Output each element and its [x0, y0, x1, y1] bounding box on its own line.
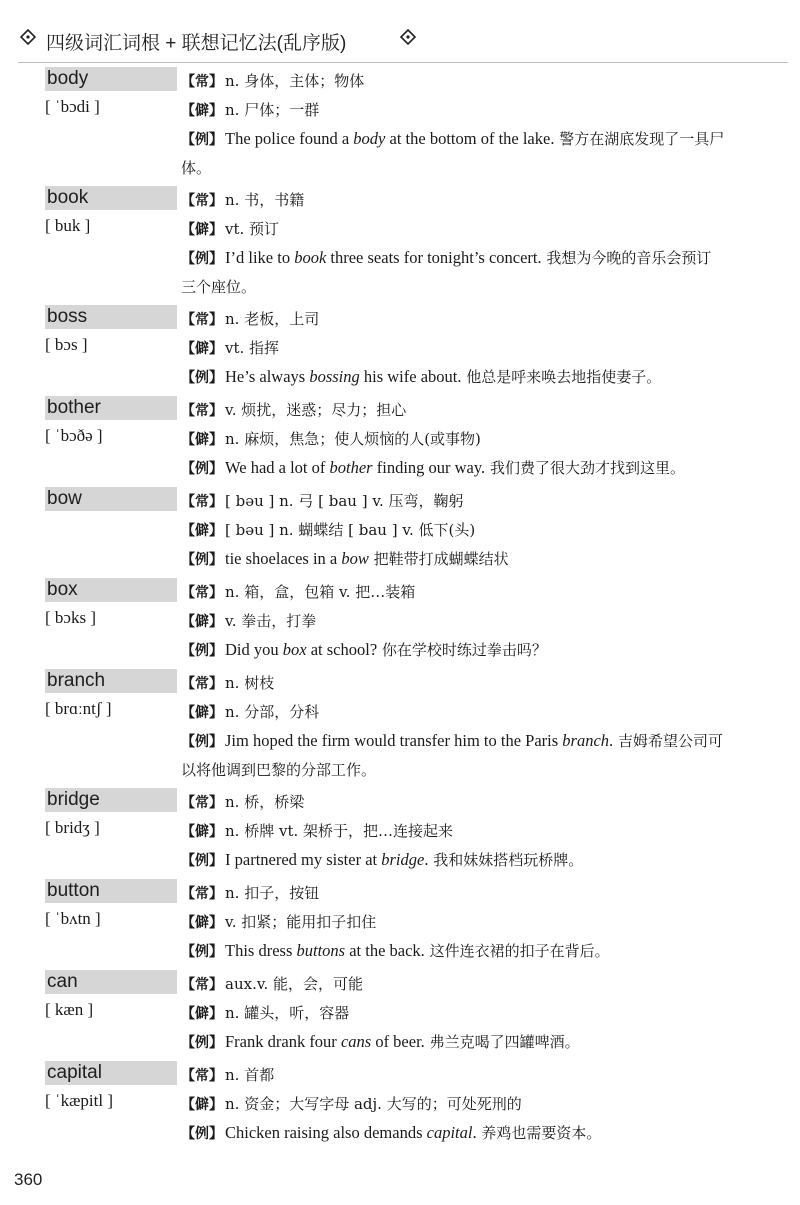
- headword: bother: [47, 397, 101, 418]
- headword-highlight: [45, 669, 177, 693]
- example-en-tail: at school?: [306, 640, 378, 659]
- headword: body: [47, 68, 89, 89]
- senses: [181, 67, 725, 182]
- example-tag: 【例】: [181, 1126, 223, 1142]
- page-title: 四级词汇词根 + 联想记忆法(乱序版): [46, 33, 347, 54]
- example-tag: 【例】: [181, 1035, 223, 1051]
- example-tag: 【例】: [181, 370, 223, 386]
- rare-meaning: [181, 96, 725, 125]
- rare-tag: 【僻】: [181, 705, 223, 721]
- common-tag: 【常】: [181, 312, 223, 328]
- headword: can: [47, 971, 78, 992]
- phonetic: [ bridʒ ]: [45, 818, 100, 837]
- rare-text: [ bəu ] n. 蝴蝶结 [ bau ] v. 低下(头): [225, 521, 476, 539]
- common-tag: 【常】: [181, 977, 223, 993]
- rare-text: n. 尸体；一群: [225, 101, 320, 119]
- headword-highlight: [45, 186, 177, 210]
- senses: [181, 879, 725, 966]
- example-en: Did you: [225, 640, 283, 659]
- common-meaning: [181, 487, 725, 516]
- rare-text: vt. 指挥: [225, 339, 280, 357]
- senses: [181, 396, 725, 483]
- headword: boss: [47, 306, 88, 327]
- rare-tag: 【僻】: [181, 341, 223, 357]
- example-sentence: [181, 1119, 725, 1148]
- senses: [181, 669, 725, 784]
- example-cn: 你在学校时练过拳击吗？: [381, 641, 547, 659]
- example-tag: 【例】: [181, 251, 223, 267]
- rare-tag: 【僻】: [181, 824, 223, 840]
- rare-meaning: [181, 698, 725, 727]
- vocab-entry: [45, 788, 725, 875]
- example-sentence: [181, 125, 725, 182]
- example-cn: 我们费了很大劲才找到这里。: [489, 459, 685, 477]
- page-number: 360: [14, 1170, 43, 1189]
- common-meaning: [181, 67, 725, 96]
- example-cn: 养鸡也需要资本。: [481, 1124, 602, 1142]
- rare-meaning: [181, 908, 725, 937]
- example-keyword: book: [294, 248, 327, 267]
- vocab-entry: [45, 67, 725, 182]
- rare-tag: 【僻】: [181, 1006, 223, 1022]
- example-cn: 吉姆希望公司可以将他调到巴黎的分部工作。: [181, 732, 723, 779]
- example-en: Frank drank four: [225, 1032, 341, 1051]
- example-tag: 【例】: [181, 461, 223, 477]
- common-meaning: [181, 970, 725, 999]
- headword-highlight: [45, 578, 177, 602]
- example-en: This dress: [225, 941, 297, 960]
- common-text: n. 书，书籍: [225, 191, 305, 209]
- rare-text: v. 扣紧；能用扣子扣住: [225, 913, 377, 931]
- rare-tag: 【僻】: [181, 523, 223, 539]
- diamond-ornament-icon: [400, 29, 416, 45]
- common-tag: 【常】: [181, 795, 223, 811]
- example-en-tail: three seats for tonight’s concert.: [326, 248, 542, 267]
- rare-text: n. 资金；大写字母 adj. 大写的；可处死刑的: [225, 1095, 522, 1113]
- example-en: The police found a: [225, 129, 354, 148]
- example-en-tail: of beer.: [371, 1032, 425, 1051]
- example-sentence: [181, 363, 725, 392]
- example-en: We had a lot of: [225, 458, 330, 477]
- headword-highlight: [45, 67, 177, 91]
- phonetic: [ buk ]: [45, 216, 91, 235]
- example-cn: 他总是呼来唤去地指使妻子。: [466, 368, 662, 386]
- example-sentence: [181, 846, 725, 875]
- vocab-entry: [45, 970, 725, 1057]
- rare-meaning: [181, 999, 725, 1028]
- headword-highlight: [45, 970, 177, 994]
- example-en: He’s always: [225, 367, 310, 386]
- vocab-entry: [45, 879, 725, 966]
- headword: button: [47, 880, 100, 901]
- phonetic: [ brɑːntʃ ]: [45, 699, 112, 718]
- example-keyword: body: [353, 129, 386, 148]
- header-divider: [18, 62, 788, 63]
- example-keyword: capital: [426, 1123, 473, 1142]
- headword: branch: [47, 670, 106, 691]
- common-text: n. 老板，上司: [225, 310, 320, 328]
- headword: bridge: [47, 789, 100, 810]
- vocab-entry: [45, 487, 725, 574]
- example-tag: 【例】: [181, 132, 223, 148]
- common-tag: 【常】: [181, 403, 223, 419]
- common-meaning: [181, 1061, 725, 1090]
- common-text: aux.v. 能，会，可能: [225, 975, 364, 993]
- example-cn: 我和妹妹搭档玩桥牌。: [433, 851, 584, 869]
- example-keyword: buttons: [296, 941, 346, 960]
- common-meaning: [181, 396, 725, 425]
- headword: box: [47, 579, 78, 600]
- common-meaning: [181, 788, 725, 817]
- senses: [181, 305, 725, 392]
- headword-highlight: [45, 1061, 177, 1085]
- vocab-entry: [45, 305, 725, 392]
- example-en-tail: at the back.: [345, 941, 425, 960]
- example-cn: 警方在湖底发现了一具尸体。: [181, 130, 725, 177]
- senses: [181, 487, 725, 574]
- diamond-ornament-icon: [20, 29, 36, 45]
- rare-tag: 【僻】: [181, 614, 223, 630]
- example-en-tail: at the bottom of the lake.: [385, 129, 555, 148]
- example-cn: 这件连衣裙的扣子在背后。: [429, 942, 610, 960]
- example-en-tail: .: [424, 850, 429, 869]
- headword-highlight: [45, 487, 177, 511]
- vocab-entry: [45, 669, 725, 784]
- senses: [181, 1061, 725, 1148]
- headword-highlight: [45, 305, 177, 329]
- headword-highlight: [45, 788, 177, 812]
- rare-meaning: [181, 425, 725, 454]
- rare-meaning: [181, 817, 725, 846]
- senses: [181, 788, 725, 875]
- example-cn: 我想为今晚的音乐会预订三个座位。: [181, 249, 712, 296]
- phonetic: [ ˈbɔdi ]: [45, 97, 100, 116]
- common-tag: 【常】: [181, 494, 223, 510]
- common-tag: 【常】: [181, 676, 223, 692]
- example-sentence: [181, 545, 725, 574]
- phonetic: [ bɔs ]: [45, 335, 88, 354]
- example-tag: 【例】: [181, 552, 223, 568]
- example-sentence: [181, 727, 725, 784]
- common-text: n. 树枝: [225, 674, 275, 692]
- rare-text: n. 罐头，听，容器: [225, 1004, 350, 1022]
- senses: [181, 578, 725, 665]
- vocab-entry: [45, 396, 725, 483]
- common-meaning: [181, 879, 725, 908]
- example-en-tail: his wife about.: [359, 367, 462, 386]
- vocab-entry: [45, 186, 725, 301]
- senses: [181, 186, 725, 301]
- common-meaning: [181, 305, 725, 334]
- headword: book: [47, 187, 89, 208]
- common-text: [ bəu ] n. 弓 [ bau ] v. 压弯，鞠躬: [225, 492, 464, 510]
- rare-text: vt. 预订: [225, 220, 280, 238]
- headword-highlight: [45, 396, 177, 420]
- rare-tag: 【僻】: [181, 1097, 223, 1113]
- example-en-tail: finding our way.: [372, 458, 486, 477]
- common-text: n. 箱，盒，包箱 v. 把…装箱: [225, 583, 416, 601]
- common-text: v. 烦扰，迷惑；尽力；担心: [225, 401, 407, 419]
- rare-meaning: [181, 215, 725, 244]
- example-tag: 【例】: [181, 944, 223, 960]
- rare-meaning: [181, 516, 725, 545]
- example-en-tail: .: [472, 1123, 477, 1142]
- vocab-entry: [45, 1061, 725, 1148]
- example-cn: 弗兰克喝了四罐啤酒。: [429, 1033, 580, 1051]
- example-en: Jim hoped the firm would transfer him to the Paris: [225, 731, 563, 750]
- example-sentence: [181, 937, 725, 966]
- phonetic: [ ˈbɔðə ]: [45, 426, 103, 445]
- common-meaning: [181, 578, 725, 607]
- example-keyword: bow: [341, 549, 369, 568]
- common-tag: 【常】: [181, 193, 223, 209]
- example-keyword: bother: [329, 458, 373, 477]
- common-tag: 【常】: [181, 74, 223, 90]
- example-sentence: [181, 1028, 725, 1057]
- example-sentence: [181, 636, 725, 665]
- common-tag: 【常】: [181, 886, 223, 902]
- example-keyword: box: [282, 640, 307, 659]
- phonetic: [ bɔks ]: [45, 608, 96, 627]
- example-keyword: bossing: [309, 367, 360, 386]
- example-cn: 把鞋带打成蝴蝶结状: [373, 550, 509, 568]
- common-meaning: [181, 669, 725, 698]
- vocabulary-list: [45, 67, 725, 1152]
- example-en: Chicken raising also demands: [225, 1123, 427, 1142]
- headword-highlight: [45, 879, 177, 903]
- common-text: n. 身体，主体；物体: [225, 72, 365, 90]
- rare-meaning: [181, 607, 725, 636]
- phonetic: [ ˈkæpitl ]: [45, 1091, 113, 1110]
- example-tag: 【例】: [181, 734, 223, 750]
- example-keyword: cans: [340, 1032, 372, 1051]
- common-text: n. 首都: [225, 1066, 275, 1084]
- rare-meaning: [181, 334, 725, 363]
- example-en-tail: .: [609, 731, 614, 750]
- rare-text: n. 桥牌 vt. 架桥于，把…连接起来: [225, 822, 454, 840]
- senses: [181, 970, 725, 1057]
- headword: bow: [47, 488, 82, 509]
- rare-tag: 【僻】: [181, 103, 223, 119]
- rare-tag: 【僻】: [181, 432, 223, 448]
- example-sentence: [181, 454, 725, 483]
- example-en: tie shoelaces in a: [225, 549, 342, 568]
- rare-meaning: [181, 1090, 725, 1119]
- rare-text: v. 拳击，打拳: [225, 612, 317, 630]
- rare-text: n. 分部，分科: [225, 703, 320, 721]
- example-keyword: bridge: [381, 850, 425, 869]
- common-text: n. 桥，桥梁: [225, 793, 305, 811]
- common-tag: 【常】: [181, 1068, 223, 1084]
- phonetic: [ ˈbʌtn ]: [45, 909, 101, 928]
- phonetic: [ kæn ]: [45, 1000, 94, 1019]
- page-header: [18, 14, 788, 58]
- common-meaning: [181, 186, 725, 215]
- example-en: I partnered my sister at: [225, 850, 382, 869]
- example-keyword: branch: [562, 731, 610, 750]
- rare-tag: 【僻】: [181, 915, 223, 931]
- example-en: I’d like to: [225, 248, 295, 267]
- vocab-entry: [45, 578, 725, 665]
- example-tag: 【例】: [181, 643, 223, 659]
- common-text: n. 扣子，按钮: [225, 884, 320, 902]
- rare-tag: 【僻】: [181, 222, 223, 238]
- headword: capital: [47, 1062, 102, 1083]
- example-sentence: [181, 244, 725, 301]
- rare-text: n. 麻烦，焦急；使人烦恼的人(或事物): [225, 430, 481, 448]
- common-tag: 【常】: [181, 585, 223, 601]
- example-tag: 【例】: [181, 853, 223, 869]
